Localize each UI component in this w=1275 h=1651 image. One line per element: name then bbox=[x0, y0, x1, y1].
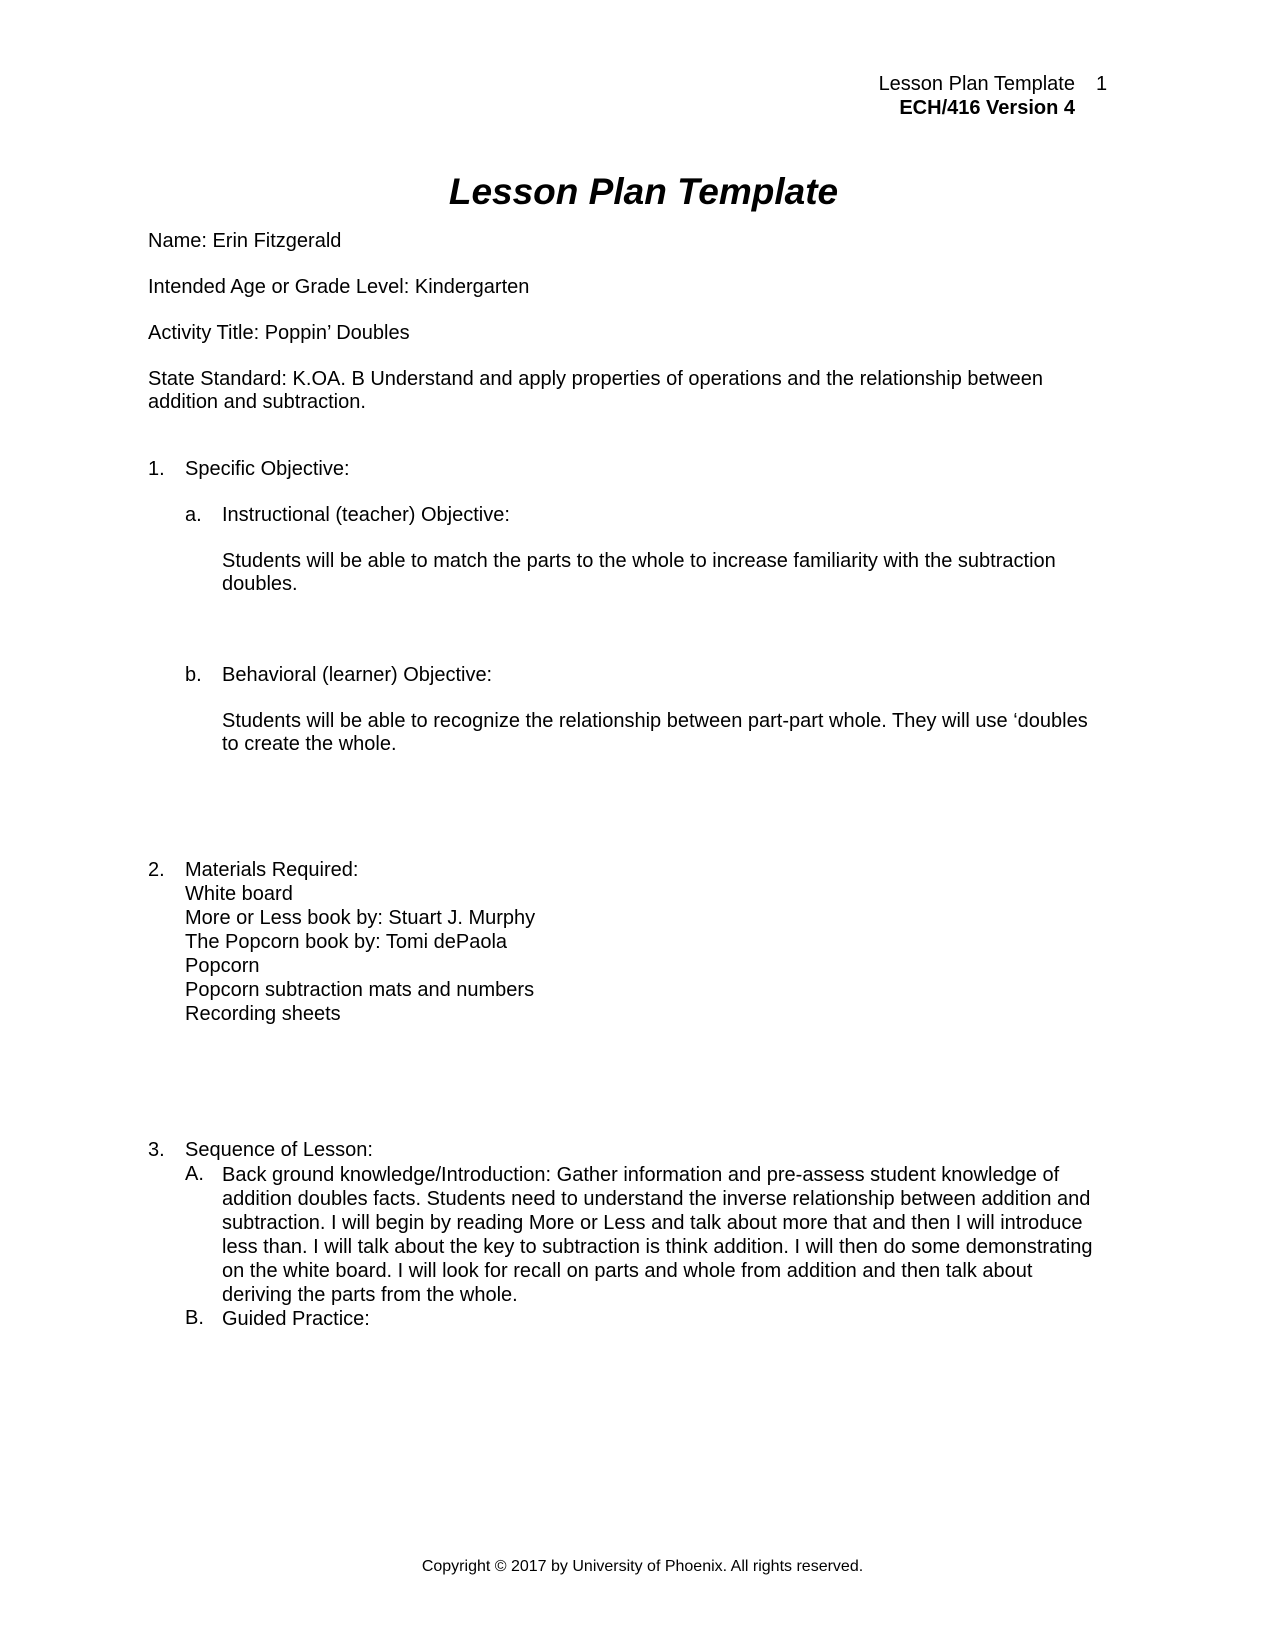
materials-list bbox=[185, 883, 535, 1027]
step-letter: B. bbox=[185, 1307, 204, 1329]
list-item: More or Less book by: Stuart J. Murphy bbox=[185, 907, 536, 929]
step-text: Back ground knowledge/Introduction: Gather information and pre-assess student knowledge of addition doubles facts. Students need to understand the inverse relationship between addition and subtraction. I will begin by reading More or Less and talk about more that and then I will introduce less than. I will talk about the key to subtraction is think addition. I will then do some demonstrating on the white board. I will look for recall on parts and whole from addition and then talk about deriving the parts from the whole. bbox=[222, 1164, 1093, 1306]
sequence-step-a bbox=[185, 1163, 1105, 1307]
item-letter: b. bbox=[185, 664, 202, 686]
page-title: Lesson Plan Template bbox=[448, 171, 839, 212]
page-number: 1 bbox=[1096, 73, 1108, 95]
sequence-step-b bbox=[185, 1307, 1105, 1331]
item-label: Behavioral (learner) Objective: bbox=[222, 664, 493, 686]
state-standard-field: State Standard: K.OA. B Understand and apply properties of operations and the relationship between addition and subtraction. bbox=[148, 368, 1044, 413]
instructional-objective-text: Students will be able to match the parts to the whole to increase familiarity with the subtraction doubles. bbox=[222, 550, 1056, 595]
name-field: Name: Erin Fitzgerald bbox=[148, 230, 342, 252]
section-number: 1. bbox=[148, 458, 165, 480]
behavioral-objective-text: Students will be able to recognize the relationship between part-part whole. They will use ‘doubles to create the whole. bbox=[222, 710, 1088, 755]
list-item: Recording sheets bbox=[185, 1003, 341, 1025]
section-number: 2. bbox=[148, 859, 165, 881]
section-number: 3. bbox=[148, 1139, 165, 1161]
list-item: Popcorn subtraction mats and numbers bbox=[185, 979, 535, 1001]
step-text: Guided Practice: bbox=[222, 1308, 370, 1330]
item-label: Instructional (teacher) Objective: bbox=[222, 504, 510, 526]
running-title: Lesson Plan Template bbox=[878, 73, 1075, 95]
item-letter: a. bbox=[185, 504, 202, 526]
section-label: Materials Required: bbox=[185, 859, 359, 881]
copyright-footer: Copyright © 2017 by University of Phoenix. All rights reserved. bbox=[421, 1558, 864, 1575]
list-item: The Popcorn book by: Tomi dePaola bbox=[185, 931, 508, 953]
activity-title-field: Activity Title: Poppin’ Doubles bbox=[148, 322, 410, 344]
running-header bbox=[879, 72, 1075, 120]
step-letter: A. bbox=[185, 1163, 204, 1185]
version-label: ECH/416 Version 4 bbox=[899, 97, 1075, 119]
grade-level-field: Intended Age or Grade Level: Kindergarten bbox=[148, 276, 530, 298]
section-label: Specific Objective: bbox=[185, 458, 350, 480]
section-label: Sequence of Lesson: bbox=[185, 1139, 373, 1161]
list-item: Popcorn bbox=[185, 955, 260, 977]
list-item: White board bbox=[185, 883, 293, 905]
